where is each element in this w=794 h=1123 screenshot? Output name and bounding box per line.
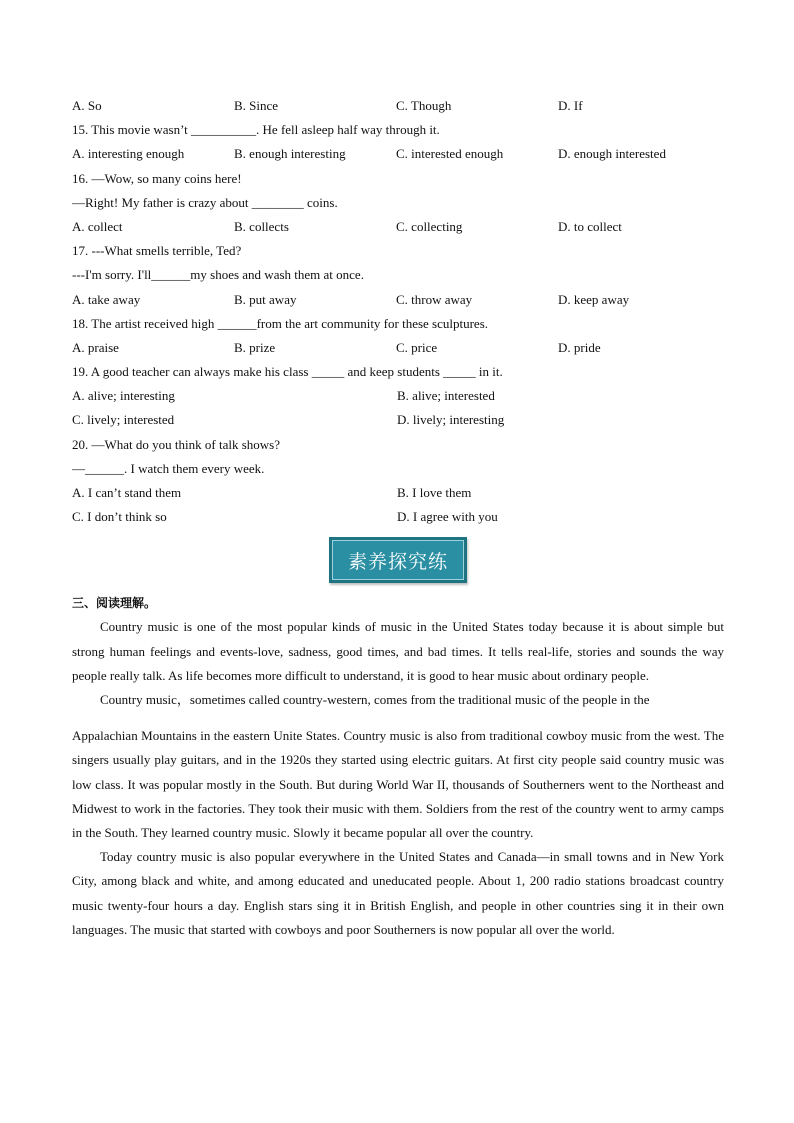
option[interactable]: C. price	[396, 339, 438, 355]
q20-options-row2	[72, 505, 724, 529]
reading-paragraph-2: Country music，sometimes called country-western, comes from the traditional music of the people in the	[100, 691, 650, 707]
option[interactable]: A. So	[72, 98, 102, 113]
q19-stem: 19. A good teacher can always make his class _____ and keep students _____ in it.	[72, 364, 503, 380]
option[interactable]: D. keep away	[558, 291, 630, 307]
option[interactable]: A. take away	[72, 291, 141, 307]
q16-options	[72, 215, 724, 239]
option[interactable]: B. alive; interested	[397, 388, 495, 404]
section-banner: 素养探究练	[329, 537, 467, 583]
option[interactable]: A. praise	[72, 339, 119, 355]
exam-page	[72, 94, 724, 942]
option[interactable]: C. interested enough	[396, 146, 504, 162]
option[interactable]: B. Since	[234, 98, 279, 113]
q17-stem-2: ---I'm sorry. I'll______my shoes and wash them at once.	[72, 267, 364, 283]
option[interactable]: B. prize	[234, 339, 276, 355]
q16-stem-1: 16. —Wow, so many coins here!	[72, 170, 242, 186]
option[interactable]: A. collect	[72, 218, 123, 234]
option[interactable]: D. pride	[558, 339, 601, 355]
option[interactable]: D. I agree with you	[397, 509, 498, 525]
q19-options-row2	[72, 408, 724, 432]
q15-options	[72, 142, 724, 166]
paragraph-gap	[72, 712, 724, 724]
option[interactable]: B. collects	[234, 218, 289, 234]
option[interactable]: B. I love them	[397, 485, 472, 500]
q17-options	[72, 288, 724, 312]
q18-stem: 18. The artist received high ______from the art community for these sculptures.	[72, 315, 489, 331]
option[interactable]: A. alive; interesting	[72, 388, 175, 404]
option[interactable]: D. to collect	[558, 218, 622, 234]
q19-options-row1	[72, 384, 724, 408]
option[interactable]: A. I can’t stand them	[72, 485, 182, 500]
option[interactable]: D. lively; interesting	[397, 412, 505, 428]
q20-options-row1	[72, 481, 724, 505]
option[interactable]: C. throw away	[396, 291, 473, 307]
option[interactable]: C. I don’t think so	[72, 509, 167, 525]
option[interactable]: D. If	[558, 98, 583, 113]
option[interactable]: A. interesting enough	[72, 146, 185, 162]
option[interactable]: C. collecting	[396, 218, 463, 234]
section-banner-wrap	[72, 529, 724, 591]
option[interactable]: B. put away	[234, 291, 297, 307]
reading-paragraph-3: Today country music is also popular everywhere in the United States and Canada—in small towns and in New York City, among black and white, and among educated and uneducated people. About 1, 200 radio stations broadcast country music twenty-four hours a day. English stars sing it in British English, and people in other countries sing it in their own languages. The music that started with cowboys and poor Southerners is now popular all over the world.	[72, 849, 724, 937]
reading-paragraph-1: Country music is one of the most popular kinds of music in the United States today because it is about simple but strong human feelings and events-love, sadness, good times, and bad times. It tells real-life, stories and sounds the way people really talk. As life becomes more difficult to understand, it is good to hear music about ordinary people.	[72, 619, 724, 683]
q17-stem-1: 17. ---What smells terrible, Ted?	[72, 243, 242, 259]
reading-paragraph-2-cont: Appalachian Mountains in the eastern Unite States. Country music is also from traditional cowboy music from the west. The singers usually play guitars, and in the 1920s they started using electric guitars. At first city people said country music was low class. It was popular mostly in the South. But during World War II, thousands of Southerners went to the Northeast and Midwest to work in the factories. They took their music with them. Soldiers from the rest of the country went to army camps in the South. They learned country music. Slowly it became popular all over the country.	[72, 728, 724, 840]
q14-options	[72, 94, 724, 118]
q16-stem-2: —Right! My father is crazy about ________ coins.	[72, 194, 338, 210]
option[interactable]: C. lively; interested	[72, 412, 175, 428]
q18-options	[72, 336, 724, 360]
option[interactable]: C. Though	[396, 98, 452, 113]
reading-section-title: 三、阅读理解。	[72, 596, 157, 611]
option[interactable]: D. enough interested	[558, 146, 666, 162]
q20-stem-2: —______. I watch them every week.	[72, 460, 265, 476]
q15-stem: 15. This movie wasn’t __________. He fell asleep half way through it.	[72, 122, 440, 138]
q20-stem-1: 20. —What do you think of talk shows?	[72, 436, 280, 452]
option[interactable]: B. enough interesting	[234, 146, 346, 162]
